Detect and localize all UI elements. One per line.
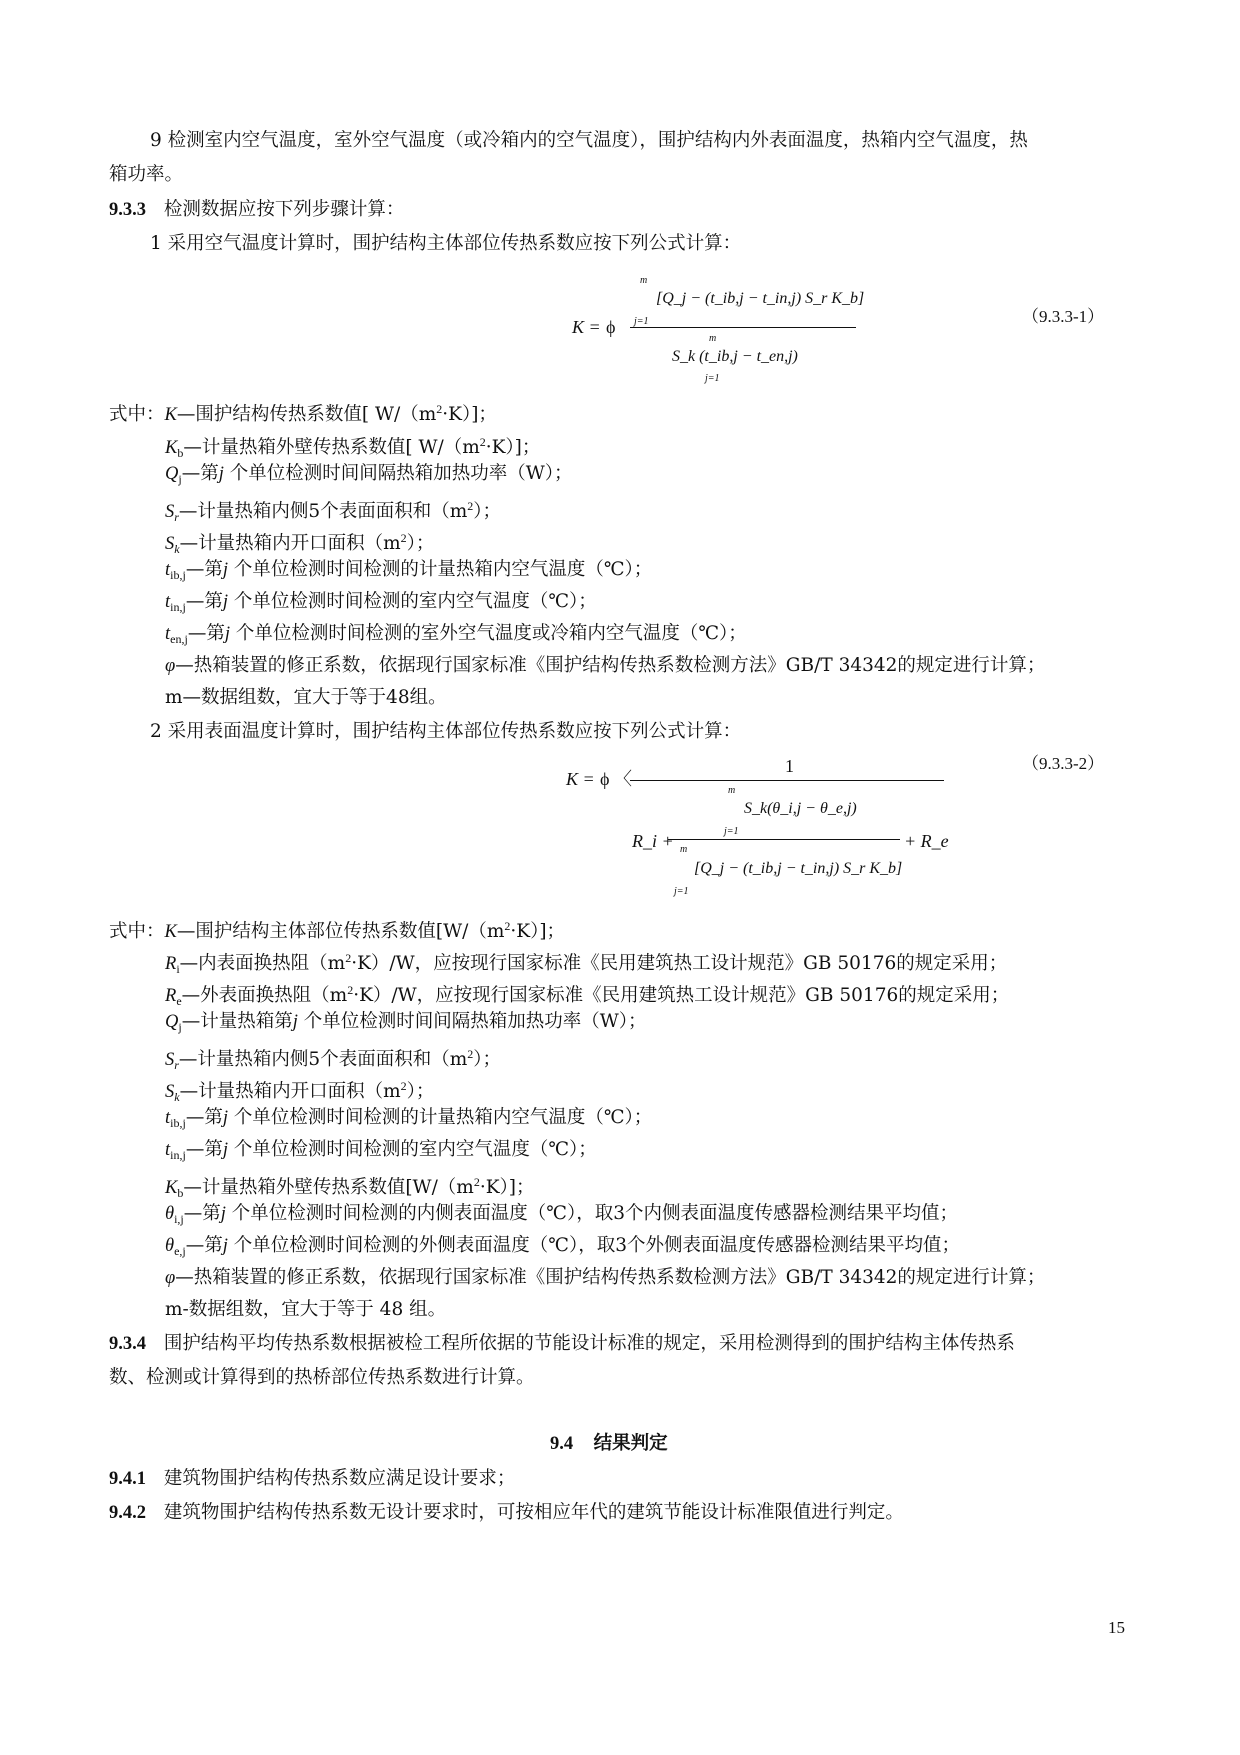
def-tail: ·K）]； bbox=[485, 437, 541, 458]
def-tail: 个单位检测时间检测的室外空气温度或冷箱内空气温度（℃）； bbox=[229, 623, 747, 644]
sub-in: in,j bbox=[170, 1148, 186, 1162]
def-tail: ）； bbox=[406, 533, 435, 554]
sub-e: e bbox=[176, 994, 182, 1008]
def1-m: m—数据组数，宜大于等于48组。 bbox=[165, 687, 447, 708]
def-tail: ·K）/W，应按现行国家标准《民用建筑热工设计规范》GB 50176的规定采用； bbox=[353, 985, 1010, 1006]
def-text: —第 bbox=[181, 463, 219, 484]
item-2: 2 采用表面温度计算时，围护结构主体部位传热系数应按下列公式计算： bbox=[150, 721, 742, 742]
def-tail: 个单位检测时间检测的外侧表面温度（℃），取3个外侧表面温度传感器检测结果平均值； bbox=[227, 1235, 961, 1256]
sup-2: 2 bbox=[400, 531, 407, 545]
def2-Sk bbox=[165, 1074, 434, 1109]
sym-j: j bbox=[292, 1012, 298, 1032]
sym-K: K bbox=[164, 405, 177, 425]
clause-text: 检测数据应按下列步骤计算： bbox=[163, 199, 405, 220]
clause-9-3-4-line2: 数、检测或计算得到的热桥部位传热系数进行计算。 bbox=[109, 1367, 535, 1388]
formula2-phi: ϕ bbox=[600, 769, 610, 789]
formula1-sum-bottom: j=1 bbox=[634, 316, 649, 327]
def-tail: ·K）]； bbox=[479, 1177, 535, 1198]
sym-t: t bbox=[165, 592, 171, 612]
heading-number: 9.4 bbox=[550, 1434, 574, 1454]
sup-2: 2 bbox=[400, 1079, 407, 1093]
def-text: —围护结构主体部位传热系数值[W/（m bbox=[176, 921, 505, 942]
formula2-number: （9.3.3-2） bbox=[1022, 754, 1105, 773]
sub-ib: ib,j bbox=[170, 1116, 186, 1130]
clause-9-4-1 bbox=[109, 1467, 515, 1491]
sub-b: b bbox=[177, 446, 184, 460]
section-heading-9-4 bbox=[550, 1432, 668, 1456]
def-tail: ）； bbox=[473, 501, 502, 522]
sym-j: j bbox=[222, 1236, 228, 1256]
def-lead: 式中： bbox=[109, 921, 165, 942]
def2-m: m-数据组数，宜大于等于 48 组。 bbox=[165, 1299, 447, 1320]
sub-k: k bbox=[174, 542, 180, 556]
def-lead: 式中： bbox=[109, 404, 165, 425]
clause-number: 9.4.2 bbox=[109, 1503, 146, 1523]
item-1: 1 采用空气温度计算时，围护结构主体部位传热系数应按下列公式计算： bbox=[150, 233, 742, 254]
formula1-den-sum-bottom: j=1 bbox=[705, 373, 720, 384]
def-tail: 个单位检测时间检测的室内空气温度（℃）； bbox=[227, 1139, 597, 1160]
sub-b: b bbox=[177, 1186, 184, 1200]
sub-ej: e,j bbox=[174, 1244, 186, 1258]
sym-S: S bbox=[165, 502, 175, 522]
formula2-ri: R_i + bbox=[632, 831, 674, 851]
def-tail: 个单位检测时间检测的计量热箱内空气温度（℃）； bbox=[227, 559, 653, 580]
sym-K: K bbox=[164, 922, 177, 942]
def-tail: ）； bbox=[406, 1081, 435, 1102]
sup-2: 2 bbox=[504, 919, 511, 933]
sym-j: j bbox=[222, 592, 228, 612]
sym-j: j bbox=[222, 1140, 228, 1160]
sym-S: S bbox=[165, 1050, 175, 1070]
sub-i: i bbox=[176, 962, 180, 976]
def-tail: 个单位检测时间检测的室内空气温度（℃）； bbox=[227, 591, 597, 612]
sym-Q: Q bbox=[165, 464, 179, 484]
formula2-re: + R_e bbox=[904, 831, 949, 851]
formula1-sum-top: m bbox=[640, 275, 648, 286]
def2-theta-i bbox=[165, 1202, 958, 1231]
def2-Kb bbox=[165, 1170, 535, 1205]
sub-ij: i,j bbox=[174, 1212, 184, 1226]
def-tail: 个单位检测时间检测的内侧表面温度（℃），取3个内侧表面温度传感器检测结果平均值； bbox=[225, 1203, 959, 1224]
sym-R: R bbox=[165, 986, 177, 1006]
sub-j: j bbox=[178, 1020, 182, 1034]
sym-t: t bbox=[165, 560, 171, 580]
def1-K bbox=[109, 397, 497, 427]
sym-theta: θ bbox=[165, 1236, 175, 1256]
def1-ten bbox=[165, 622, 747, 651]
page-number: 15 bbox=[1108, 1618, 1125, 1637]
def2-Qj bbox=[165, 1010, 647, 1039]
def-text: —外表面换热阻（m bbox=[181, 985, 348, 1006]
def2-theta-e bbox=[165, 1234, 960, 1263]
sym-j: j bbox=[220, 1204, 226, 1224]
formula2-inner-num: S_k(θ_i,j − θ_e,j) bbox=[744, 800, 857, 817]
sym-j: j bbox=[222, 560, 228, 580]
def-text: —计量热箱内开口面积（m bbox=[179, 533, 401, 554]
sym-t: t bbox=[165, 1108, 171, 1128]
sym-S: S bbox=[165, 534, 175, 554]
def-text: —第 bbox=[185, 1139, 223, 1160]
sym-phi: φ bbox=[165, 656, 176, 676]
def-text: —第 bbox=[185, 1235, 223, 1256]
def-text: —热箱装置的修正系数，依据现行国家标准《围护结构传热系数检测方法》GB/T 34342的规定进行计算； bbox=[175, 655, 1046, 676]
def-tail: ·K）/W，应按现行国家标准《民用建筑热工设计规范》GB 50176的规定采用； bbox=[351, 953, 1008, 974]
def1-Kb bbox=[165, 430, 540, 465]
def-text: —计量热箱内侧5个表面面积和（m bbox=[178, 1049, 468, 1070]
def2-Ri bbox=[165, 946, 1007, 981]
def2-K bbox=[109, 914, 565, 944]
sub-k: k bbox=[174, 1090, 180, 1104]
formula1-phi: ϕ bbox=[606, 317, 616, 337]
def1-tib bbox=[165, 558, 652, 587]
formula2-one: 1 bbox=[785, 756, 794, 776]
sub-r: r bbox=[174, 1058, 179, 1072]
clause-number: 9.4.1 bbox=[109, 1469, 146, 1489]
sub-ib: ib,j bbox=[170, 568, 186, 582]
def-tail: ·K）]； bbox=[510, 921, 566, 942]
formula2-inner-sum-bottom: j=1 bbox=[724, 826, 739, 837]
def1-Sr bbox=[165, 494, 501, 529]
clause-text: 建筑物围护结构传热系数无设计要求时，可按相应年代的建筑节能设计标准限值进行判定。 bbox=[163, 1502, 904, 1523]
def2-phi bbox=[165, 1266, 1045, 1290]
formula2-bracket: 〈 bbox=[614, 769, 632, 789]
def-text: —计量热箱第 bbox=[181, 1011, 293, 1032]
clause-9-4-2 bbox=[109, 1501, 904, 1525]
sub-en: en,j bbox=[170, 632, 188, 646]
item-9-line2: 箱功率。 bbox=[109, 164, 184, 185]
sym-Q: Q bbox=[165, 1012, 179, 1032]
sup-2: 2 bbox=[436, 402, 443, 416]
def-tail: 个单位检测时间间隔热箱加热功率（W）； bbox=[223, 463, 573, 484]
def-text: —第 bbox=[185, 591, 223, 612]
def-text: —计量热箱外壁传热系数值[W/（m bbox=[183, 1177, 474, 1198]
sup-2: 2 bbox=[347, 983, 354, 997]
sym-phi: φ bbox=[165, 1268, 176, 1288]
sym-j: j bbox=[222, 1108, 228, 1128]
def2-tib bbox=[165, 1106, 652, 1135]
heading-text: 结果判定 bbox=[593, 1433, 668, 1454]
formula2-inner-bar bbox=[668, 839, 900, 840]
def-text: —第 bbox=[185, 559, 223, 580]
def-text: —计量热箱内开口面积（m bbox=[179, 1081, 401, 1102]
def-text: —第 bbox=[187, 623, 225, 644]
clause-number: 9.3.4 bbox=[109, 1334, 146, 1354]
sym-t: t bbox=[165, 1140, 171, 1160]
def-text: —第 bbox=[185, 1107, 223, 1128]
def1-Sk bbox=[165, 526, 434, 561]
formula2-inner-den: [Q_j − (t_ib,j − t_in,j) S_r K_b] bbox=[694, 860, 903, 877]
def-text: —第 bbox=[183, 1203, 221, 1224]
sup-2: 2 bbox=[479, 435, 486, 449]
clause-9-3-3 bbox=[109, 198, 404, 222]
sup-2: 2 bbox=[473, 1175, 480, 1189]
def-tail: 个单位检测时间间隔热箱加热功率（W）； bbox=[297, 1011, 647, 1032]
sub-in: in,j bbox=[170, 600, 186, 614]
formula1-number: （9.3.3-1） bbox=[1022, 307, 1105, 326]
def-tail: ·K）]； bbox=[442, 404, 497, 425]
formula1-lhs: K = bbox=[572, 317, 601, 337]
formula1-fraction-bar bbox=[630, 327, 856, 328]
def1-Qj bbox=[165, 462, 573, 491]
def-text: —计量热箱内侧5个表面面积和（m bbox=[178, 501, 468, 522]
formula2-inner-sum-top: m bbox=[728, 785, 736, 796]
clause-text: 围护结构平均传热系数根据被检工程所依据的节能设计标准的规定，采用检测得到的围护结构主体传热系 bbox=[163, 1333, 1015, 1354]
def1-tin bbox=[165, 590, 597, 619]
item-9-line1: 9 检测室内空气温度，室外空气温度（或冷箱内的空气温度），围护结构内外表面温度，热箱内空气温度，热 bbox=[150, 130, 1028, 151]
sym-Kb: K bbox=[165, 1178, 178, 1198]
sup-2: 2 bbox=[467, 1047, 474, 1061]
def2-tin bbox=[165, 1138, 597, 1167]
sub-j: j bbox=[178, 472, 182, 486]
def-tail: 个单位检测时间检测的计量热箱内空气温度（℃）； bbox=[227, 1107, 653, 1128]
def-text: —计量热箱外壁传热系数值[ W/（m bbox=[183, 437, 480, 458]
sym-S: S bbox=[165, 1082, 175, 1102]
def-tail: ）； bbox=[473, 1049, 502, 1070]
def-text: —围护结构传热系数值[ W/（m bbox=[176, 404, 437, 425]
clause-9-3-4-line1 bbox=[109, 1332, 1015, 1356]
formula2-main-bar bbox=[630, 780, 944, 781]
def-text: —内表面换热阻（m bbox=[179, 953, 346, 974]
def1-phi bbox=[165, 654, 1045, 678]
sup-2: 2 bbox=[467, 499, 474, 513]
def2-Re bbox=[165, 978, 1009, 1013]
formula2-lhs: K = bbox=[566, 769, 595, 789]
formula2-inner-den-sum-bottom: j=1 bbox=[674, 886, 689, 897]
clause-text: 建筑物围护结构传热系数应满足设计要求； bbox=[163, 1468, 516, 1489]
sym-t: t bbox=[165, 624, 171, 644]
sym-R: R bbox=[165, 954, 177, 974]
formula1-numerator: [Q_j − (t_ib,j − t_in,j) S_r K_b] bbox=[656, 290, 865, 307]
formula1-den-sum-top: m bbox=[709, 333, 717, 344]
formula2-inner-den-sum-top: m bbox=[680, 844, 688, 855]
def-text: —热箱装置的修正系数，依据现行国家标准《围护结构传热系数检测方法》GB/T 34342的规定进行计算； bbox=[175, 1267, 1046, 1288]
sym-j: j bbox=[218, 464, 224, 484]
sym-theta: θ bbox=[165, 1204, 175, 1224]
def2-Sr bbox=[165, 1042, 501, 1077]
sub-r: r bbox=[174, 510, 179, 524]
sym-Kb: K bbox=[165, 438, 178, 458]
formula1-denominator: S_k (t_ib,j − t_en,j) bbox=[672, 348, 798, 365]
sym-j: j bbox=[224, 624, 230, 644]
clause-number: 9.3.3 bbox=[109, 200, 146, 220]
sup-2: 2 bbox=[345, 951, 352, 965]
